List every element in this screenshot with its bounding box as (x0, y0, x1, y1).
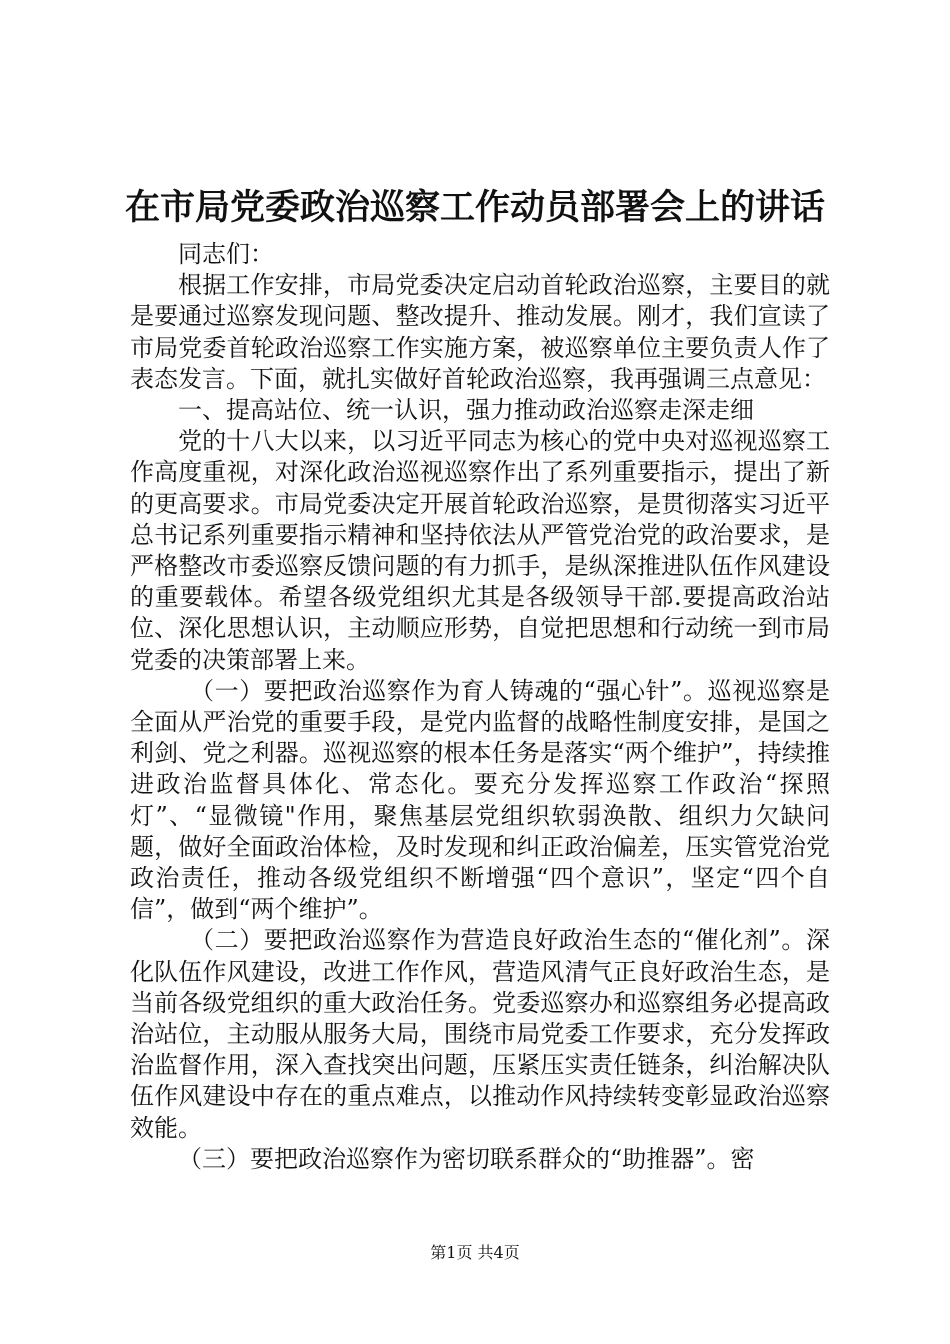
paragraph-section-1: 党的十八大以来，以习近平同志为核心的党中央对巡视巡察工作高度重视，对深化政治巡视巡察作出了系列重要指示，提出了新的更高要求。市局党委决定开展首轮政治巡察，是贯彻落实习近平总书记系列重要指示精神和坚持依法从严管党治党的政治要求，是严格整改市委巡察反馈问题的有力抓手，是纵深推进队伍作风建设的重要载体。希望各级党组织尤其是各级领导干部.要提高政治站位、深化思想认识，主动顺应形势，自觉把思想和行动统一到市局党委的决策部署上来。 (130, 427, 830, 674)
paragraph-point-2: （二）要把政治巡察作为营造良好政治生态的“催化剂”。深化队伍作风建设，改进工作作风，营造风清气正良好政治生态，是当前各级党组织的重大政治任务。党委巡察办和巡察组务必提高政治站位，主动服从服务大局，围绕市局党委工作要求，充分发挥政治监督作用，深入查找突出问题，压紧压实责任链条，纠治解决队伍作风建设中存在的重点难点，以推动作风持续转变彰显政治巡察效能。 (130, 926, 830, 1142)
paragraph-intro: 根据工作安排，市局党委决定启动首轮政治巡察，主要目的就是要通过巡察发现问题、整改提升、推动发展。刚才，我们宣读了市局党委首轮政治巡察工作实施方案，被巡察单位主要负责人作了表态发言。下面，就扎实做好首轮政治巡察，我再强调三点意见： (130, 271, 830, 393)
salutation: 同志们： (178, 240, 274, 268)
section-heading-1: 一、提高站位、统一认识，强力推动政治巡察走深走细 (178, 396, 754, 425)
paragraph-point-1: （一）要把政治巡察作为育人铸魂的“强心针”。巡视巡察是全面从严治党的重要手段，是党内监督的战略性制度安排，是国之利剑、党之利器。巡视巡察的根本任务是落实“两个维护”，持续推进政治监督具体化、常态化。要充分发挥巡察工作政治“探照灯”、“显微镜"作用，聚焦基层党组织软弱涣散、组织力欠缺问题，做好全面政治体检，及时发现和纠正政治偏差，压实管党治党政治责任，推动各级党组织不断增强“四个意识”，坚定“四个自信”，做到“两个维护”。 (130, 676, 830, 924)
document-title: 在市局党委政治巡察工作动员部署会上的讲话 (124, 188, 825, 228)
paragraph-point-3: （三）要把政治巡察作为密切联系群众的“助推器”。密 (178, 1144, 755, 1173)
document-body (130, 239, 830, 1175)
page-number-footer: 第1页 共4页 (430, 1243, 520, 1262)
